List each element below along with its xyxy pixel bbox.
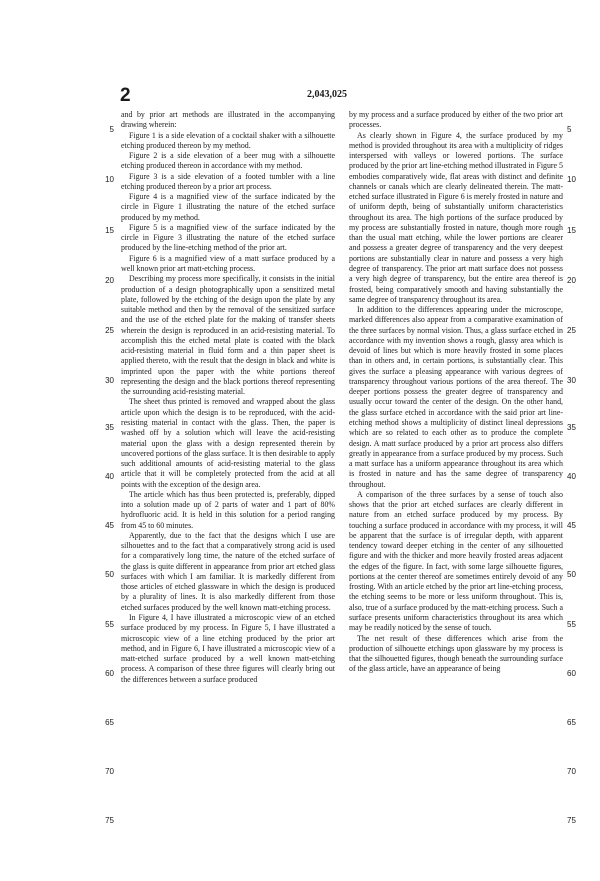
line-number-30: 30 <box>105 376 114 385</box>
line-number-55: 55 <box>567 620 576 629</box>
line-number-50: 50 <box>567 570 576 579</box>
paragraph: Figure 6 is a magnified view of a matt surface produced by a well known prior art matt-etching process. <box>121 253 335 273</box>
paragraph: In addition to the differences appearing under the microscope, marked differences also appear from a comparative examination of the three surfaces by normal vision. Thus, a glass surface etched in accordance with my invention shows a rough, glassy area which is devoid of lines but which is more heavily frosted in some places than in others and, in certain portions, is substantially clear. This gives the surface a pleasing appearance with various degrees of transparency throughout various portions of the area thereof. The deeper portions possess the greater degree of transparency and usually occur toward the center of the design. On the other hand, the glass surface etched in accordance with the said prior art line-etching method shows a multiplicity of distinct lineal depressions which are so related to each other as to produce the complete design. A matt surface produced by a prior art process also differs greatly in appearance from a surface produced by my process. Such a matt surface has a uniform appearance throughout its area which is frosted in nature and has the same degree of transparency throughout. <box>349 305 563 489</box>
paragraph: Figure 3 is a side elevation of a footed tumbler with a line etching produced thereon by a prior art process. <box>121 171 335 191</box>
line-number-40: 40 <box>105 472 114 481</box>
paragraph: Figure 2 is a side elevation of a beer mug with a silhouette etching produced thereon in accordance with my method. <box>121 151 335 171</box>
line-number-20: 20 <box>567 276 576 285</box>
paragraph: Apparently, due to the fact that the designs which I use are silhouettes and to the fact that a comparatively strong acid is used for a comparatively long time, the nature of the etched surface of the glass is quite different in appearance from prior art etched glass surfaces with which I am familiar. It is markedly different from those articles of etched glassware in which the design is produced by a plurality of lines. It is also markedly different from those etched surfaces produced by the well known matt-etching process. <box>121 530 335 612</box>
line-number-35: 35 <box>567 423 576 432</box>
line-number-40: 40 <box>567 472 576 481</box>
line-number-75: 75 <box>567 816 576 825</box>
line-number-70: 70 <box>567 767 576 776</box>
patent-number: 2,043,025 <box>307 89 347 100</box>
paragraph: A comparison of the three surfaces by a sense of touch also shows that the prior art etched surfaces are clearly different in nature from an etched surface produced by my process. By touching a surface produced in accordance with my process, it will be apparent that the surface is of irregular depth, with apparent tendency toward deeper etching in the center of any silhouetted figure and with the thicker and more heavily frosted areas adjacent the edges of the figure. In fact, with some large silhouette figures, portions at the center thereof are sometimes entirely devoid of any frosting. With an article etched by the prior art line-etching process, the etching seems to be more or less uniform throughout. This is, also, true of a surface produced by the matt-etching process. Such a surface presents uniform characteristics throughout its area which may be readily noticed by the sense of touch. <box>349 489 563 633</box>
paragraph: Describing my process more specifically, it consists in the initial production of a design photographically upon a sensitized metal plate, followed by the etching of the design upon the plate by any suitable method and then by the removal of the sensitized surface and the use of the etched plate for the making of transfer sheets wherein the design is reproduced in an acid-resisting material. To accomplish this the etched metal plate is coated with the black acid-resisting material in fluid form and a thin paper sheet is applied thereto, with the result that the design in black and white is imprinted upon the paper with the white portions thereof representing the design and the black portions thereof representing the surrounding acid-resisting material. <box>121 274 335 397</box>
right-column <box>349 110 563 862</box>
line-number-55: 55 <box>105 620 114 629</box>
paragraph: The article which has thus been protected is, preferably, dipped into a solution made up of 2 parts of water and 1 part of 80% hydrofluoric acid. It is held in this solution for a period ranging from 45 to 60 minutes. <box>121 489 335 530</box>
line-number-20: 20 <box>105 276 114 285</box>
line-number-10: 10 <box>567 175 576 184</box>
paragraph: The sheet thus printed is removed and wrapped about the glass article upon which the design is to be reproduced, with the acid-resisting material in contact with the glass. Then, the paper is washed off by a solution which will leave the acid-resisting material upon the glass with a design represented therein by uncovered portions of the glass surface. It is then desirable to apply such additional amounts of acid-resisting material to the glass article that it will be completely protected from the acid at all points with the exception of the design area. <box>121 397 335 489</box>
line-number-35: 35 <box>105 423 114 432</box>
paragraph: Figure 5 is a magnified view of the surface indicated by the circle in Figure 3 illustrating the nature of the etched surface produced by the line-etching method of the prior art. <box>121 222 335 253</box>
line-number-65: 65 <box>567 718 576 727</box>
line-number-70: 70 <box>105 767 114 776</box>
paragraph: and by prior art methods are illustrated in the accompanying drawing wherein: <box>121 110 335 130</box>
line-number-45: 45 <box>105 521 114 530</box>
line-number-60: 60 <box>105 669 114 678</box>
line-number-75: 75 <box>105 816 114 825</box>
line-number-15: 15 <box>105 226 114 235</box>
line-number-30: 30 <box>567 376 576 385</box>
paragraph: As clearly shown in Figure 4, the surface produced by my method is provided throughout its area with a multiplicity of ridges interspersed with valleys or lowered portions. The surface produced by the prior art line-etching method illustrated in Figure 5 embodies comparatively wide, flat areas with distinct and definite channels or canals which are clearly delineated therein. The matt-etched surface illustrated in Figure 6 is merely frosted in nature and of uniform depth, being of substantially uniform characteristics throughout its area. The high portions of the surface produced by my process are substantially frosted in nature, though more rough than the usual matt etching, while the lower portions are clearer and possess a greater degree of transparency and the very deepest portions are substantially clear in nature and possess a very high degree of transparency. The prior art matt surface does not possess a very high degree of transparency, but the entire area thereof is frosted, being comparatively smooth and having substantially the same degree of transparency throughout its area. <box>349 130 563 304</box>
line-number-50: 50 <box>105 570 114 579</box>
paragraph: Figure 4 is a magnified view of the surface indicated by the circle in Figure 1 illustrating the nature of the etched surface produced by my method. <box>121 192 335 222</box>
line-number-65: 65 <box>105 718 114 727</box>
left-column <box>121 110 335 862</box>
paragraph: In Figure 4, I have illustrated a microscopic view of an etched surface produced by my process. In Figure 5, I have illustrated a microscopic view of a line etching produced by the prior art method, and in Figure 6, I have illustrated a microscopic view of a matt-etched surface produced by a well known matt-etching process. A comparison of these three figures will clearly bring out the differences between a surface produced <box>121 613 335 684</box>
paragraph: The net result of these differences which arise from the production of silhouette etchings upon glassware by my process is that the silhouetted figures, though beneath the surrounding surface of the glass article, have an appearance of being <box>349 633 563 674</box>
line-number-10: 10 <box>105 175 114 184</box>
page-number: 2 <box>120 85 131 106</box>
line-number-25: 25 <box>567 326 576 335</box>
paragraph: Figure 1 is a side elevation of a cocktail shaker with a silhouette etching produced thereon by my method. <box>121 130 335 150</box>
line-number-25: 25 <box>105 326 114 335</box>
line-number-15: 15 <box>567 226 576 235</box>
line-number-5: 5 <box>109 125 114 134</box>
line-number-45: 45 <box>567 521 576 530</box>
line-number-60: 60 <box>567 669 576 678</box>
line-number-5: 5 <box>567 125 572 134</box>
paragraph: by my process and a surface produced by either of the two prior art processes. <box>349 110 563 130</box>
